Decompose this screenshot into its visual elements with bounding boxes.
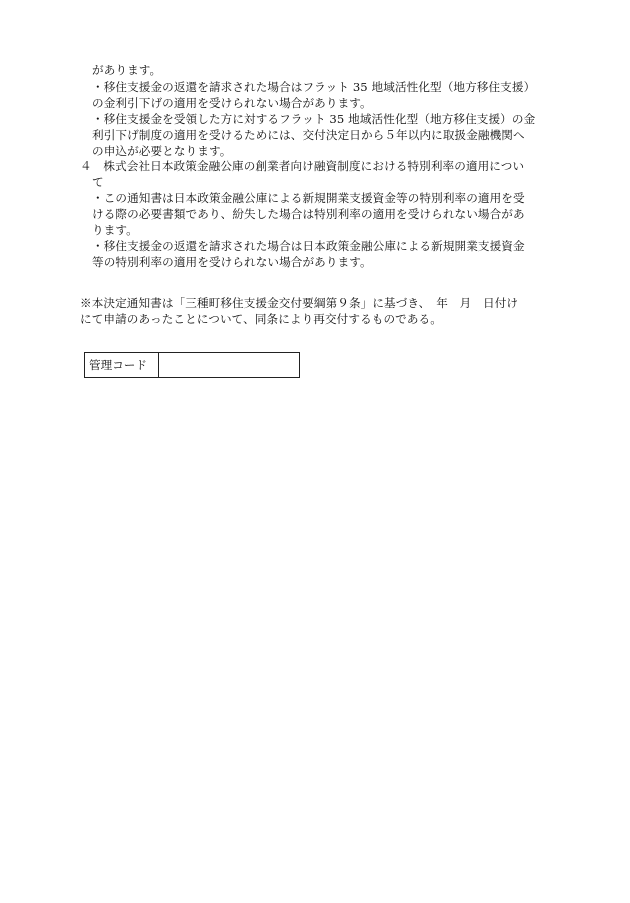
management-code-label: 管理コード [85, 353, 159, 377]
reissue-note-line-2: にて申請のあったことについて、同条により再交付するものである。 [80, 312, 442, 326]
management-code-value[interactable] [159, 353, 299, 377]
body-line: ・移住支援金の返還を請求された場合は日本政策金融公庫による新規開業支援資金 [92, 239, 525, 253]
body-line: の金利引下げの適用を受けられない場合があります。 [92, 96, 372, 110]
body-line: 等の特別利率の適用を受けられない場合があります。 [92, 255, 372, 269]
body-line: ける際の必要書類であり、紛失した場合は特別利率の適用を受けられない場合があ [92, 207, 525, 221]
body-line: て [92, 175, 104, 189]
body-line: があります。 [92, 63, 162, 77]
reissue-note-line-1: ※本決定通知書は「三種町移住支援金交付要綱第９条」に基づき、 年 月 日付け [80, 296, 519, 310]
body-line: の申込が必要となります。 [92, 144, 232, 158]
body-line: ります。 [92, 223, 138, 237]
body-line: 利引下げ制度の適用を受けるためには、交付決定日から５年以内に取扱金融機関へ [92, 128, 525, 142]
body-line: ・移住支援金の返還を請求された場合はフラット 35 地域活性化型（地方移住支援） [92, 80, 536, 94]
management-code-table [84, 352, 300, 378]
section-heading-4: ４ 株式会社日本政策金融公庫の創業者向け融資制度における特別利率の適用につい [80, 159, 525, 173]
body-line: ・この通知書は日本政策金融公庫による新規開業支援資金等の特別利率の適用を受 [92, 191, 525, 205]
body-line: ・移住支援金を受領した方に対するフラット 35 地域活性化型（地方移住支援）の金 [92, 112, 536, 126]
